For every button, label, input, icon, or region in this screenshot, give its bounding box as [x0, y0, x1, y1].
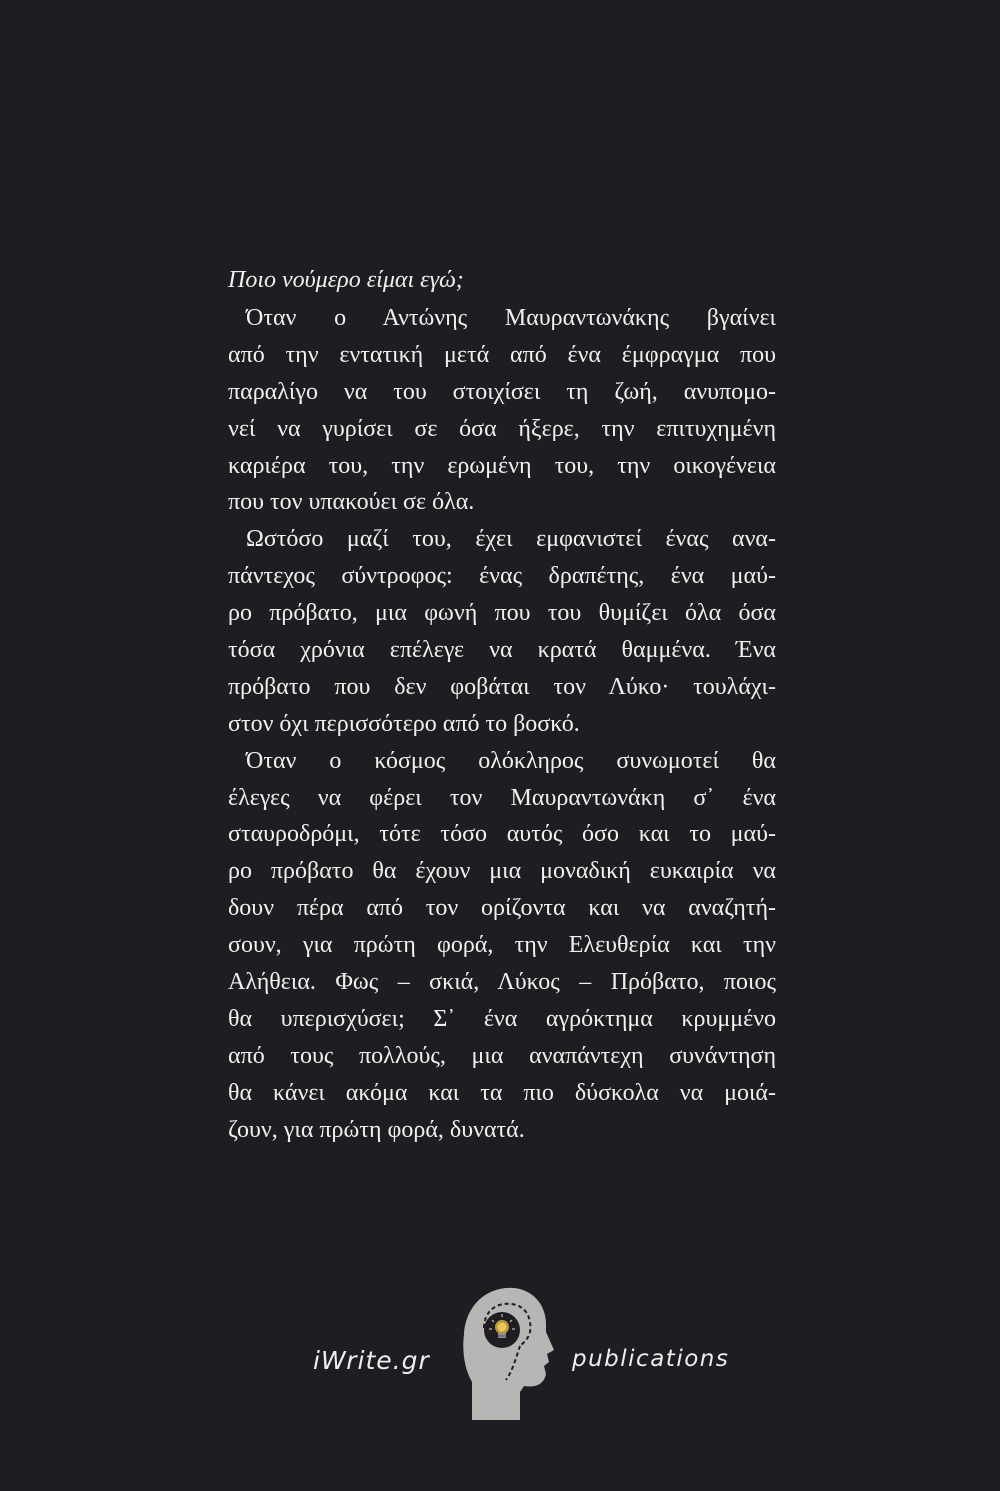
- blurb-line: πάντεχος σύντροφος: ένας δραπέτης, ένα μαύ-: [228, 563, 776, 590]
- publisher-footer: [0, 1280, 1000, 1420]
- blurb-line: ρο πρόβατο, μια φωνή που του θυμίζει όλα όσα: [228, 600, 776, 627]
- blurb-line: τόσα χρόνια επέλεγε να κρατά θαμμένα. Ένα: [228, 637, 776, 664]
- blurb-line: ζουν, για πρώτη φορά, δυνατά.: [228, 1116, 525, 1143]
- blurb-line: Όταν ο κόσμος ολόκληρος συνωμοτεί θα: [246, 747, 776, 774]
- blurb-line: νεί να γυρίσει σε όσα ήξερε, την επιτυχημένη: [228, 415, 776, 442]
- blurb-line: ρο πρόβατο θα έχουν μια μοναδική ευκαιρία να: [228, 858, 776, 885]
- publisher-tagline: publications: [572, 1346, 730, 1372]
- blurb-line: στον όχι περισσότερο από το βοσκό.: [228, 710, 580, 737]
- blurb-line: πρόβατο που δεν φοβάται τον Λύκο· τουλάχι-: [228, 673, 776, 700]
- blurb-line: Όταν ο Αντώνης Μαυραντωνάκης βγαίνει: [246, 305, 776, 331]
- blurb-line: από τους πολλούς, μια αναπάντεχη συνάντηση: [228, 1042, 776, 1069]
- blurb-line: Ωστόσο μαζί του, έχει εμφανιστεί ένας ανα-: [246, 526, 776, 553]
- blurb-line: σταυροδρόμι, τότε τόσο αυτός όσο και το μαύ-: [228, 821, 776, 848]
- head-lightbulb-icon: [458, 1280, 554, 1420]
- blurb-line: παραλίγο να του στοιχίσει τη ζωή, ανυπομο-: [228, 378, 776, 405]
- blurb-line: από την εντατική μετά από ένα έμφραγμα που: [228, 341, 776, 368]
- blurb-line: έλεγες να φέρει τον Μαυραντωνάκη σ᾽ ένα: [228, 784, 776, 811]
- blurb-line: δουν πέρα από τον ορίζοντα και να αναζητή-: [228, 895, 776, 922]
- blurb-line: θα κάνει ακόμα και τα πιο δύσκολα να μοιά-: [228, 1079, 776, 1106]
- blurb-line: που τον υπακούει σε όλα.: [228, 489, 475, 516]
- blurb-line: Αλήθεια. Φως – σκιά, Λύκος – Πρόβατο, ποιος: [228, 969, 776, 996]
- blurb-line: καριέρα του, την ερωμένη του, την οικογένεια: [228, 452, 776, 479]
- blurb-line: θα υπερισχύσει; Σ᾽ ένα αγρόκτημα κρυμμένο: [228, 1005, 776, 1032]
- blurb-title: Ποιο νούμερο είμαι εγώ;: [228, 267, 464, 293]
- back-cover-blurb: [228, 262, 776, 1148]
- blurb-line: σουν, για πρώτη φορά, την Ελευθερία και την: [228, 932, 776, 959]
- publisher-name: iWrite.gr: [313, 1346, 430, 1375]
